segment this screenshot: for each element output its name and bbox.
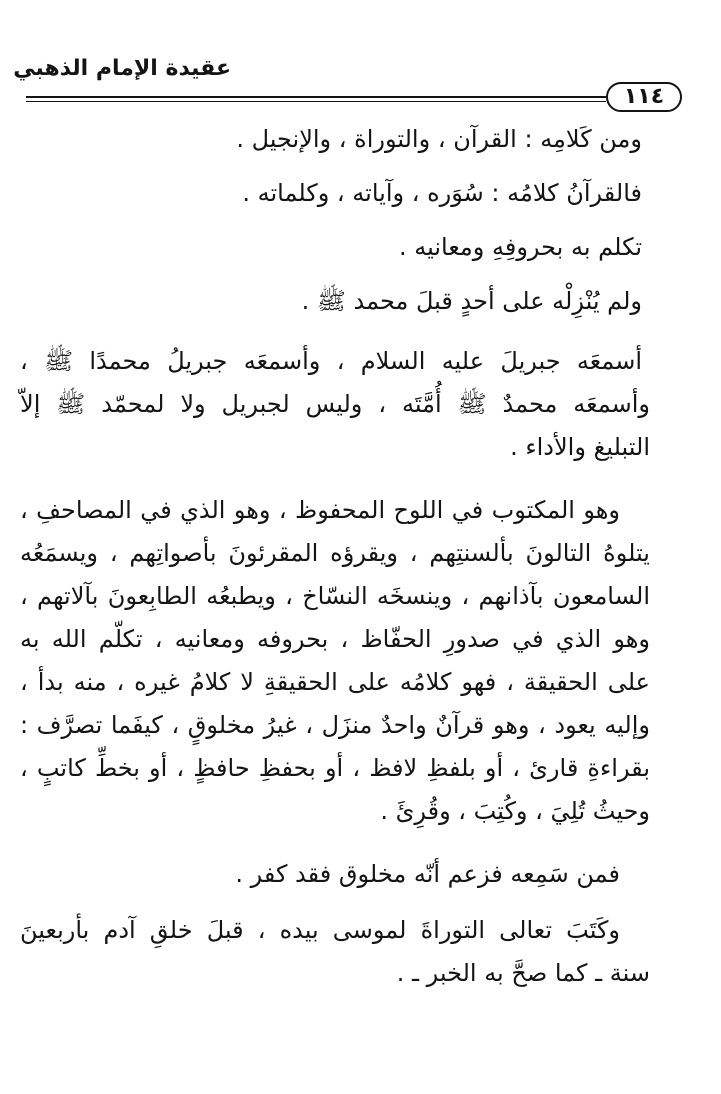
- text-line: ولم يُنْزِلْه على أحدٍ قبلَ محمد ﷺ .: [301, 287, 642, 315]
- running-title: عقيدة الإمام الذهبي: [13, 56, 231, 81]
- text-line: أسمعَه جبريلَ عليه السلام ، وأسمعَه جبريلُ محمدًا ﷺ ،: [20, 347, 642, 375]
- text-line: وإليه يعود ، وهو قرآنٌ واحدٌ منزَل ، غيرُ مخلوقٍ ، كيفَما تصرَّف :: [20, 711, 650, 739]
- header-rule: [26, 96, 606, 98]
- text-line: السامعون بآذانهم ، وينسخَه النسّاخ ، ويطبعُه الطابِعونَ بآلاتهم ،: [20, 582, 650, 610]
- text-line: ومن كَلامِه : القرآن ، والتوراة ، والإنجيل .: [236, 125, 642, 153]
- text-line: يتلوهُ التالونَ بألسنتِهم ، ويقرؤه المقرئونَ بأصواتِهم ، ويسمَعُه: [20, 539, 650, 567]
- page-text: [20, 112, 650, 995]
- text-line: وكَتَبَ تعالى التوراةَ لموسى بيده ، قبلَ خلقِ آدم بأربعينَ: [20, 916, 620, 944]
- text-line: فمن سَمِعه فزعم أنّه مخلوق فقد كفر .: [235, 860, 620, 888]
- text-line: وهو المكتوب في اللوح المحفوظ ، وهو الذي في المصاحفِ ،: [20, 496, 620, 524]
- text-line: على الحقيقة ، فهو كلامُه على الحقيقةِ لا كلامُ غيره ، منه بدأ ،: [20, 668, 650, 696]
- text-line: وحيثُ تُلِيَ ، وكُتِبَ ، وقُرِئَ .: [380, 797, 650, 825]
- text-line: فالقرآنُ كلامُه : سُوَره ، وآياته ، وكلماته .: [242, 179, 642, 207]
- text-line: وأسمعَه محمدٌ ﷺ أُمَّتَه ، وليس لجبريل ولا لمحمّد ﷺ إلاّ: [20, 390, 650, 418]
- text-line: التبليغ والأداء .: [510, 433, 650, 461]
- text-line: تكلم به بحروفِهِ ومعانيه .: [398, 233, 642, 261]
- text-line: بقراءةِ قارئ ، أو بلفظِ لافظ ، أو بحفظِ حافظٍ ، أو بخطِّ كاتبٍ ،: [20, 754, 650, 782]
- text-line: سنة ـ كما صحَّ به الخبر ـ .: [396, 959, 650, 987]
- page-number: ١١٤: [606, 82, 682, 112]
- text-line: وهو الذي في صدورِ الحفّاظ ، بحروفه ومعانيه ، تكلّم الله به: [20, 625, 650, 653]
